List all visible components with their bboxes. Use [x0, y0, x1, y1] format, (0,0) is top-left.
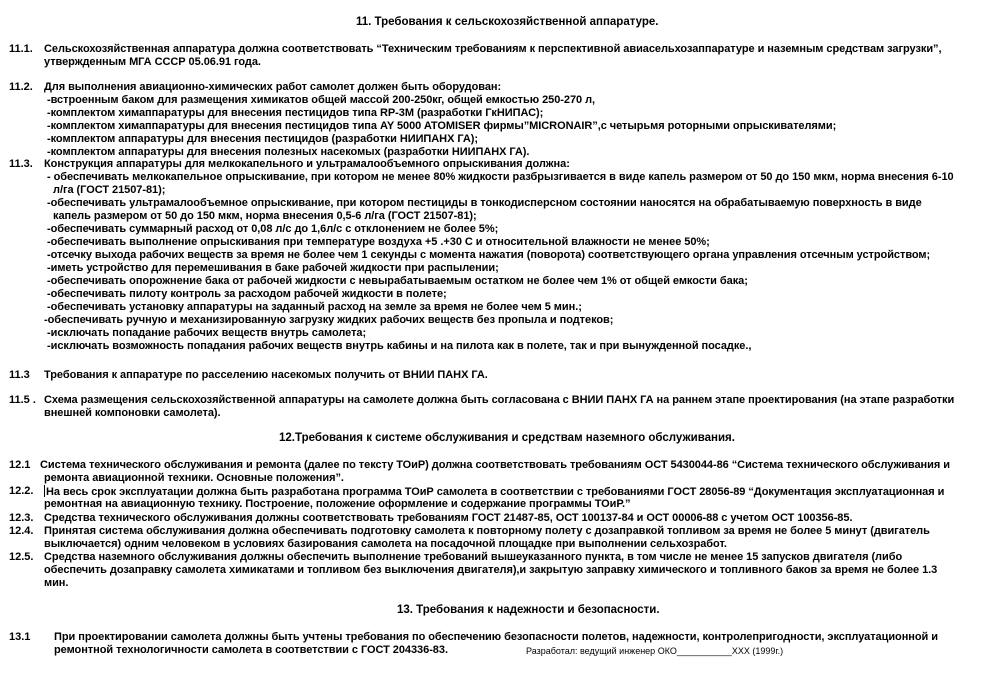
- item-11-3-line-2: - обеспечивать мелкокапельное опрыскивание, при котором не менее 80% жидкости разбрызгивается в виде капель размером от 50 до 150 мкм, норма внесения 6-10: [47, 171, 954, 183]
- item-11-2-line-3: -комплектом химаппаратуры для внесения пестицидов типа RP-3M (разработки ГкНИПАС);: [47, 107, 544, 119]
- item-11-3-line-12: -обеспечивать установку аппаратуры на заданный расход на земле за время не более чем 5 мин.;: [47, 301, 582, 313]
- item-12-3-line-1: Средства технического обслуживания должны соответствовать требованиям ГОСТ 21487-85, ОСТ 100137-84 и ОСТ 00006-88 с учетом ОСТ 100356-85.: [44, 512, 853, 524]
- item-11-3-line-10: -обеспечивать опорожнение бака от рабочей жидкости с невырабатываемым остатком не более чем 1% от общей емкости бака;: [47, 275, 748, 287]
- item-12-1-line-1: Система технического обслуживания и ремонта (далее по тексту ТОиР) должна соответствовать требованиям ОСТ 5430044-86 “Система технического обслуживания и: [40, 459, 950, 471]
- item-12-2-line-2: ремонтная на авиационную технику. Построение, положение оформление и содержание программы ТОиР.”: [44, 498, 631, 510]
- item-11-5-line-1: Схема размещения сельскохозяйственной аппаратуры на самолете должна быть согласована с ВНИИ ПАНХ ГА на раннем этапе проектирования (на этапе разработки: [44, 394, 955, 406]
- item-12-1-number: 12.1: [9, 459, 31, 471]
- item-11-3-line-6: -обеспечивать суммарный расход от 0,08 л/с до 1,6л/с с отклонением не более 5%;: [47, 223, 499, 235]
- item-11-3-line-1: Конструкция аппаратуры для мелкокапельного и ультрамалообъемного опрыскивания должна:: [44, 158, 570, 170]
- item-11-3-line-9: -иметь устройство для перемешивания в баке рабочей жидкости при распылении;: [47, 262, 499, 274]
- item-11-3-line-14: -исключать попадание рабочих веществ внутрь самолета;: [47, 327, 367, 339]
- item-11-3b-line-1: Требования к аппаратуре по расселению насекомых получить от ВНИИ ПАНХ ГА.: [44, 369, 488, 381]
- item-11-3-line-15: -исключать возможность попадания рабочих веществ внутрь кабины и на пилота как в полете, так и при вынужденной посадке.,: [47, 340, 752, 352]
- item-12-5-line-1: Средства наземного обслуживания должны обеспечить выполнение требований вышеуказанного пункта, в том числе не менее 15 запусков двигателя (либо: [44, 551, 903, 563]
- item-12-5-line-2: обеспечить дозаправку самолета химикатами и топливом без выключения двигателя),и закрытую заправку химического и топливного баков за время не более 1.3: [44, 564, 938, 576]
- item-12-2-line-1[interactable]: [44, 485, 944, 499]
- item-13-1-line-2: ремонтной технологичности самолета в соответствии с ГОСТ 204336-83.: [54, 644, 448, 656]
- item-11-1-line-2: утвержденным МГА СССР 05.06.91 года.: [44, 56, 261, 68]
- item-12-4-line-2: выключается) одним человеком в условиях базирования самолета на посадочной площадке при выполнении сельхозработ.: [44, 538, 727, 550]
- item-11-3-line-5: капель размером от 50 до 150 мкм, норма внесения 0,5-6 л/га (ГОСТ 21507-81);: [53, 210, 477, 222]
- item-11-3-line-3: л/га (ГОСТ 21507-81);: [53, 184, 166, 196]
- item-11-3-number: 11.3.: [9, 158, 33, 170]
- signature-line: Разработал: ведущий инженер ОКО___________ХХХ (1999г.): [526, 646, 784, 656]
- item-11-3-line-7: -обеспечивать выполнение опрыскивания при температуре воздуха +5 .+30 С и относительной влажности не менее 50%;: [47, 236, 710, 248]
- item-12-5-line-3: мин.: [44, 577, 69, 589]
- item-11-2-line-6: -комплектом аппаратуры для внесения полезных насекомых (разработки НИИПАНХ ГА).: [47, 146, 530, 158]
- section-12-title: 12.Требования к системе обслуживания и средствам наземного обслуживания.: [279, 432, 735, 444]
- item-13-1-number: 13.1: [9, 631, 31, 643]
- item-11-3-line-4: -обеспечивать ультрамалообъемное опрыскивание, при котором пестициды в тонкодисперсном состоянии наносятся на обрабатываемую поверхность в виде: [47, 197, 922, 209]
- item-12-4-number: 12.4.: [9, 525, 34, 537]
- item-12-1-line-2: ремонта авиационной техники. Основные положения”.: [44, 472, 344, 484]
- item-11-2-line-1: Для выполнения авиационно-химических работ самолет должен быть оборудован:: [44, 81, 502, 93]
- item-11-2-number: 11.2.: [9, 81, 33, 93]
- item-11-3b-number: 11.3: [9, 369, 30, 381]
- item-11-5-number: 11.5 .: [9, 394, 36, 406]
- item-12-3-number: 12.3.: [9, 512, 34, 524]
- item-11-5-line-2: внешней компоновки самолета).: [44, 407, 221, 419]
- item-11-1-line-1: Сельскохозяйственная аппаратура должна соответствовать “Техническим требованиям к перспективной авиасельхозаппаратуре и наземным средствам загрузки”,: [44, 43, 942, 55]
- item-11-3-line-8: -отсечку выхода рабочих веществ за время не более чем 1 секунды с момента нажатия (поворота) соответствующего органа управления отсечным устройством;: [47, 249, 931, 261]
- item-12-4-line-1: Принятая система обслуживания должна обеспечивать подготовку самолета к повторному полету с дозаправкой топливом за время не более 5 минут (двигатель: [44, 525, 930, 537]
- text-cursor: [44, 485, 45, 497]
- item-11-3-line-11: -обеспечивать пилоту контроль за расходом рабочей жидкости в полете;: [47, 288, 447, 300]
- section-11-title: 11. Требования к сельскохозяйственной аппаратуре.: [356, 16, 659, 28]
- item-11-3-line-13: -обеспечивать ручную и механизированную загрузку жидких рабочих веществ без пропыла и подтеков;: [44, 314, 614, 326]
- item-12-2-line-1-text: На весь срок эксплуатации должна быть разработана программа ТОиР самолета в соответствии с требованиями ГОСТ 28056-89 “Документация эксплуатационная и: [46, 486, 945, 498]
- item-11-2-line-2: -встроенным баком для размещения химикатов общей массой 200-250кг, общей емкостью 250-270 л,: [47, 94, 596, 106]
- section-13-title: 13. Требования к надежности и безопасности.: [397, 604, 660, 616]
- item-11-2-line-4: -комплектом химаппаратуры для внесения пестицидов типа AY 5000 ATOMISER фирмы”MICRONAIR”,с четырьмя роторными опрыскивателями;: [47, 120, 837, 132]
- item-11-1-number: 11.1.: [9, 43, 33, 55]
- item-12-5-number: 12.5.: [9, 551, 34, 563]
- item-13-1-line-1: При проектировании самолета должны быть учтены требования по обеспечению безопасности полетов, надежности, контролепригодности, эксплуатационной и: [54, 631, 938, 643]
- item-12-2-number: 12.2.: [9, 485, 34, 497]
- item-11-2-line-5: -комплектом аппаратуры для внесения пестицидов (разработки НИИПАНХ ГА);: [47, 133, 478, 145]
